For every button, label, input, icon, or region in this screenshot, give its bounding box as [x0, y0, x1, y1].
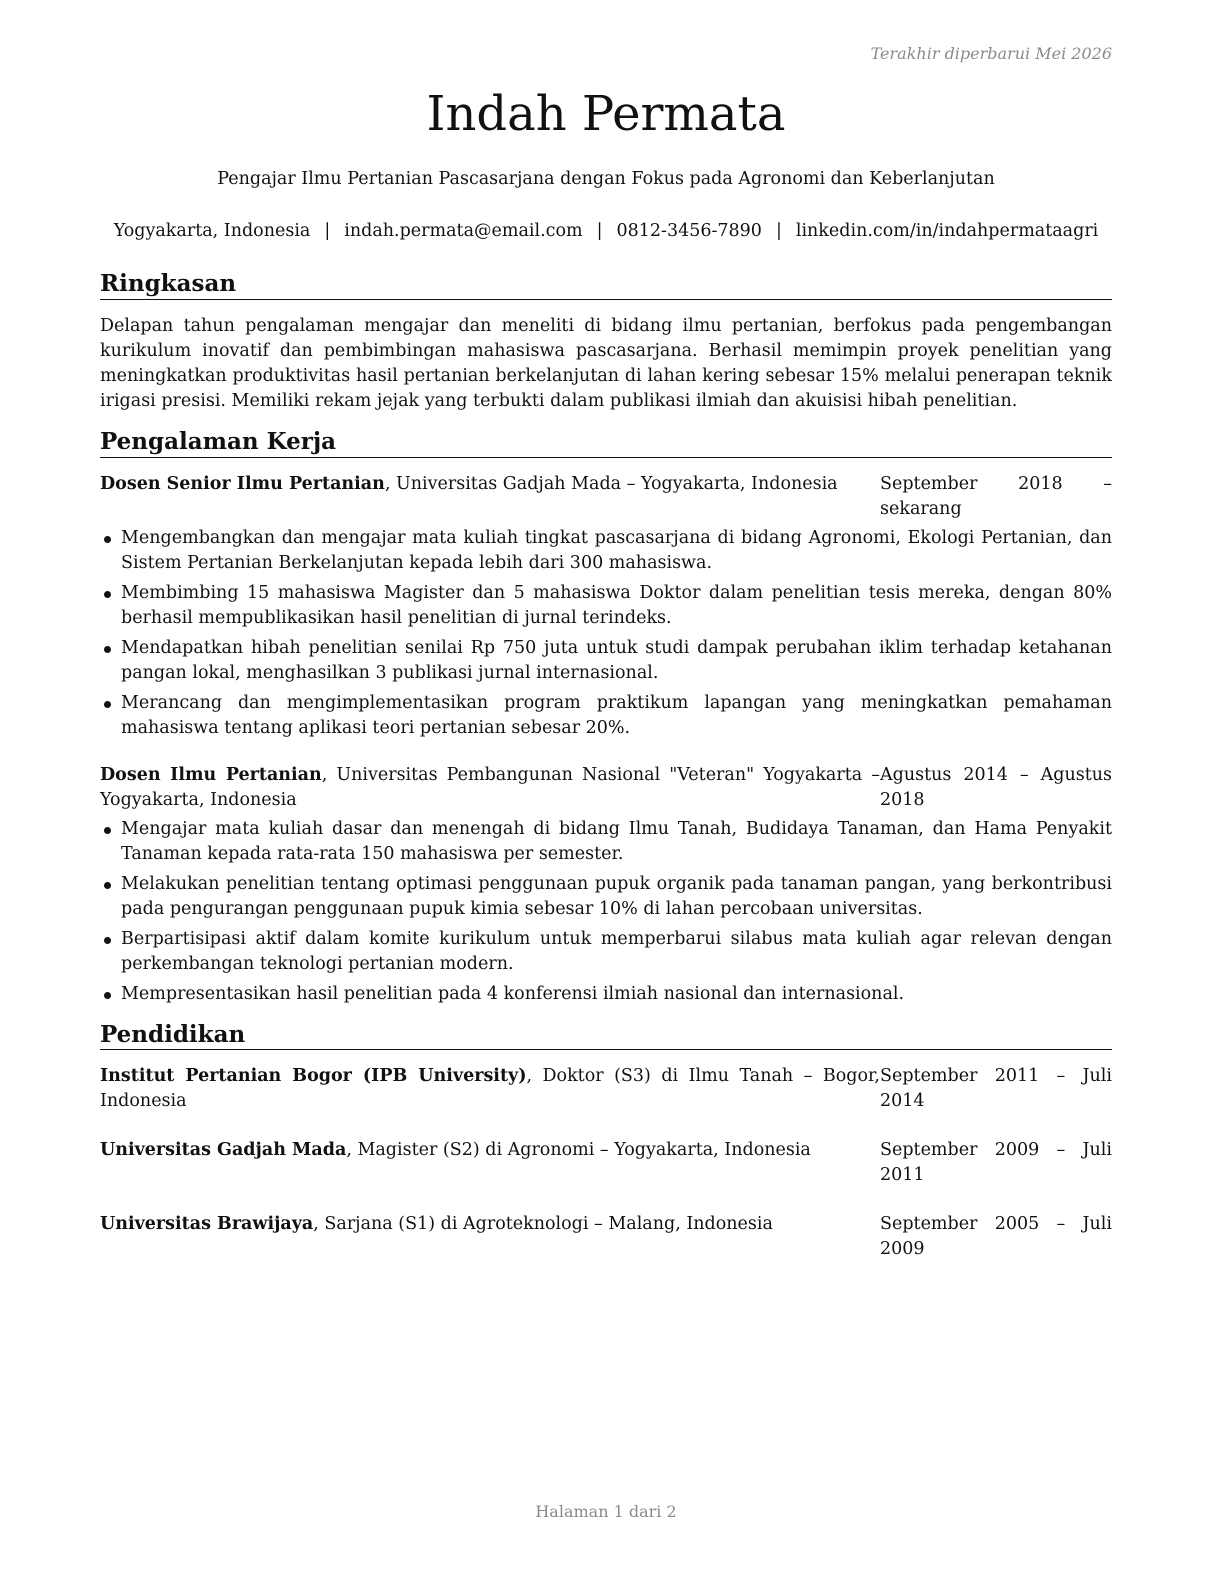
- education-entry: [100, 1064, 1112, 1114]
- education-detail: , Doktor (S3) di Ilmu Tanah – Bogor, Indonesia: [100, 1066, 880, 1112]
- contact-line: [100, 220, 1112, 243]
- job-title-line: [100, 472, 880, 522]
- section-title-education: Pendidikan: [100, 1021, 1112, 1051]
- education-school: Institut Pertanian Bogor (IPB University): [100, 1066, 527, 1087]
- list-item: Melakukan penelitian tentang optimasi penggunaan pupuk organik pada tanaman pangan, yang berkontribusi pada pengurangan penggunaan pupuk kimia sebesar 10% di lahan percobaan universitas.: [100, 872, 1112, 922]
- education-title-line: [100, 1064, 880, 1114]
- education-entry: [100, 1212, 1112, 1262]
- job-org: , Universitas Gadjah Mada – Yogyakarta, Indonesia: [384, 473, 838, 494]
- education-header: [100, 1064, 1112, 1114]
- education-detail: , Magister (S2) di Agronomi – Yogyakarta, Indonesia: [346, 1140, 811, 1161]
- job-header: [100, 763, 1112, 813]
- education-header: [100, 1138, 1112, 1188]
- list-item: Berpartisipasi aktif dalam komite kurikulum untuk memperbarui silabus mata kuliah agar relevan dengan perkembangan teknologi pertanian modern.: [100, 927, 1112, 977]
- list-item: Mengajar mata kuliah dasar dan menengah di bidang Ilmu Tanah, Budidaya Tanaman, dan Hama Penyakit Tanaman kepada rata-rata 150 mahasiswa per semester.: [100, 817, 1112, 867]
- section-title-experience: Pengalaman Kerja: [100, 428, 1112, 458]
- job-entry: [100, 472, 1112, 741]
- education-date: September 2005 – Juli 2009: [880, 1214, 1112, 1260]
- list-item: Mengembangkan dan mengajar mata kuliah tingkat pascasarjana di bidang Agronomi, Ekologi Pertanian, dan Sistem Pertanian Berkelanjutan kepada lebih dari 300 mahasiswa.: [100, 526, 1112, 576]
- education-detail: , Sarjana (S1) di Agroteknologi – Malang, Indonesia: [313, 1214, 773, 1235]
- contact-separator: |: [775, 221, 782, 241]
- list-item: Mendapatkan hibah penelitian senilai Rp 750 juta untuk studi dampak perubahan iklim terhadap ketahanan pangan lokal, menghasilkan 3 publikasi jurnal internasional.: [100, 636, 1112, 686]
- job-header: [100, 472, 1112, 522]
- job-bullets: [100, 817, 1112, 1007]
- contact-phone: 0812-3456-7890: [616, 221, 762, 241]
- contact-separator: |: [596, 221, 603, 241]
- job-org: , Universitas Pembangunan Nasional "Veteran" Yogyakarta – Yogyakarta, Indonesia: [100, 764, 881, 810]
- education-entry: [100, 1138, 1112, 1188]
- contact-separator: |: [324, 221, 331, 241]
- list-item: Membimbing 15 mahasiswa Magister dan 5 mahasiswa Doktor dalam penelitian tesis mereka, dengan 80% berhasil mempublikasikan hasil penelitian di jurnal terindeks.: [100, 581, 1112, 631]
- education-title-line: [100, 1212, 880, 1262]
- contact-email[interactable]: indah.permata@email.com: [344, 221, 583, 241]
- job-bullets: [100, 526, 1112, 741]
- job-role: Dosen Ilmu Pertanian: [100, 764, 322, 785]
- list-item: Mempresentasikan hasil penelitian pada 4 konferensi ilmiah nasional dan internasional.: [100, 982, 1112, 1007]
- education-header: [100, 1212, 1112, 1262]
- person-name: Indah Permata: [426, 86, 786, 142]
- headline: Pengajar Ilmu Pertanian Pascasarjana dengan Fokus pada Agronomi dan Keberlanjutan: [217, 169, 995, 189]
- resume-content: [100, 270, 1112, 1276]
- last-updated: Terakhir diperbarui Mei 2026: [870, 44, 1112, 63]
- education-date: September 2011 – Juli 2014: [880, 1066, 1112, 1112]
- education-title-line: [100, 1138, 880, 1188]
- job-entry: [100, 763, 1112, 1007]
- section-title-summary: Ringkasan: [100, 270, 1112, 300]
- education-school: Universitas Gadjah Mada: [100, 1140, 347, 1161]
- summary-section: [100, 270, 1112, 414]
- contact-linkedin[interactable]: linkedin.com/in/indahpermataagri: [795, 221, 1099, 241]
- education-section: [100, 1021, 1112, 1263]
- list-item: Merancang dan mengimplementasikan program praktikum lapangan yang meningkatkan pemahaman mahasiswa tentang aplikasi teori pertanian sebesar 20%.: [100, 691, 1112, 741]
- job-title-line: [100, 763, 880, 813]
- job-date: September 2018 – sekarang: [880, 473, 1112, 519]
- education-date: September 2009 – Juli 2011: [880, 1140, 1112, 1186]
- experience-section: [100, 428, 1112, 1007]
- page-number: Halaman 1 dari 2: [535, 1502, 677, 1521]
- education-school: Universitas Brawijaya: [100, 1214, 314, 1235]
- job-date: Agustus 2014 – Agustus 2018: [880, 764, 1112, 810]
- summary-text: Delapan tahun pengalaman mengajar dan meneliti di bidang ilmu pertanian, berfokus pada pengembangan kurikulum inovatif dan pembimbingan mahasiswa pascasarjana. Berhasil memimpin proyek penelitian yang meningkatkan produktivitas hasil pertanian berkelanjutan di lahan kering sebesar 15% melalui penerapan teknik irigasi presisi. Memiliki rekam jejak yang terbukti dalam publikasi ilmiah dan akuisisi hibah penelitian.: [100, 315, 1112, 411]
- job-role: Dosen Senior Ilmu Pertanian: [100, 473, 385, 494]
- contact-location: Yogyakarta, Indonesia: [113, 221, 311, 241]
